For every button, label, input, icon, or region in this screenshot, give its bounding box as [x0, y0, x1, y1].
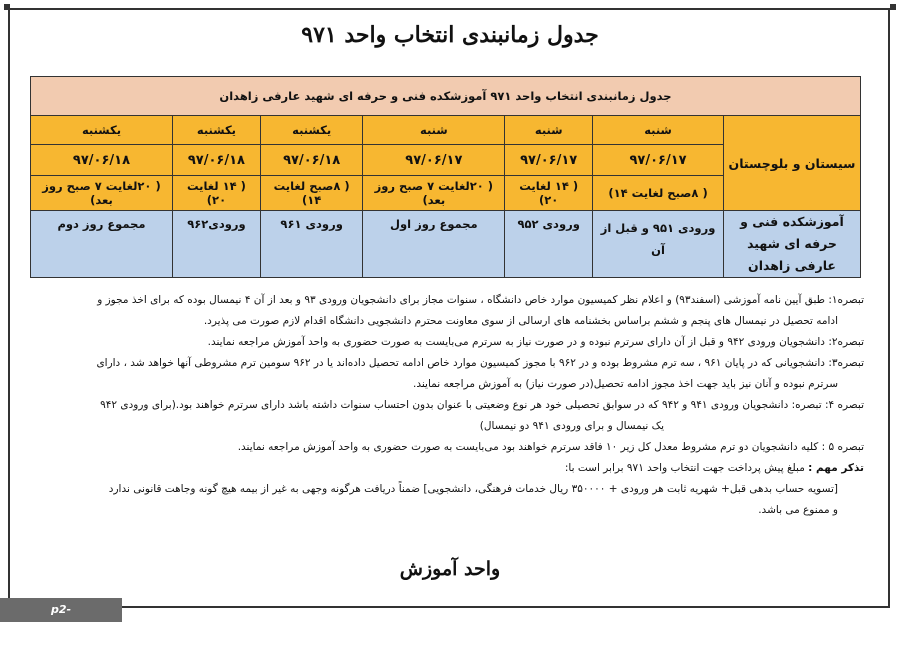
notes-section: [34, 290, 864, 521]
date-cell: ۹۷/۰۶/۱۷: [505, 145, 593, 176]
day-cell: یکشنبه: [260, 116, 362, 145]
corner-mark: [4, 4, 10, 10]
entry-cell: مجموع روز اول: [363, 211, 505, 278]
table-header: جدول زمانبندی انتخاب واحد ۹۷۱ آموزشکده فنی و حرفه ای شهید عارفی زاهدان: [31, 77, 861, 116]
time-cell: ( ۲۰لغایت ۷ صبح روز بعد): [31, 176, 173, 211]
entry-cell: ورودی ۹۶۱: [260, 211, 362, 278]
site-watermark: p2-zahedan.tvu.ac.ir: [0, 598, 122, 622]
date-cell: ۹۷/۰۶/۱۸: [260, 145, 362, 176]
entry-cell: ورودی ۹۵۱ و قبل از آن: [593, 211, 724, 278]
schedule-table: [30, 76, 861, 278]
footer-title: واحد آموزش: [399, 558, 501, 580]
time-cell: ( ۸صبح لغایت ۱۴): [593, 176, 724, 211]
region-cell: سیستان و بلوچستان: [724, 116, 861, 211]
entry-cell: ورودی۹۶۲: [172, 211, 260, 278]
date-cell: ۹۷/۰۶/۱۷: [363, 145, 505, 176]
date-cell: ۹۷/۰۶/۱۸: [172, 145, 260, 176]
note-2: تبصره۲: دانشجویان ورودی ۹۴۲ و قبل از آن دارای سرترم نبوده و در صورت نیاز به سرترم می‌بایست به صورت حضوری به واحد آموزش مراجعه نمایند.: [207, 336, 864, 348]
note-1: تبصره۱: طبق آیین نامه آموزشی (اسفند۹۳) و اعلام نظر کمیسیون موارد خاص دانشگاه ، سنوات مجاز برای دانشجویان ورودی ۹۳ و بعد از آن ۴ نیمسال بوده که برای اخذ مجوز و: [97, 294, 864, 306]
note-1-cont: ادامه تحصیل در نیمسال های پنجم و ششم براساس بخشنامه های ارسالی از سوی معاونت محترم دانشجویی دانشگاه اقدام لازم صورت می پذیرد.: [203, 315, 838, 327]
entry-cell: ورودی ۹۵۲: [505, 211, 593, 278]
school-cell: آموزشکده فنی و حرفه ای شهید عارفی زاهدان: [724, 211, 861, 278]
time-cell: ( ۱۴ لغایت ۲۰): [505, 176, 593, 211]
corner-mark: [890, 4, 896, 10]
date-cell: ۹۷/۰۶/۱۸: [31, 145, 173, 176]
day-cell: شنبه: [593, 116, 724, 145]
day-cell: شنبه: [363, 116, 505, 145]
reminder: [34, 458, 864, 479]
reminder-label: تذکر مهم :: [808, 462, 864, 474]
reminder-text: مبلغ پیش پرداخت جهت انتخاب واحد ۹۷۱ برابر است با:: [564, 462, 805, 474]
date-cell: ۹۷/۰۶/۱۷: [593, 145, 724, 176]
day-cell: یکشنبه: [31, 116, 173, 145]
note-4-cont: یک نیمسال و برای ورودی ۹۴۱ دو نیمسال): [479, 420, 664, 432]
time-cell: ( ۸صبح لغایت ۱۴): [260, 176, 362, 211]
day-cell: یکشنبه: [172, 116, 260, 145]
note-5: تبصره ۵ : کلیه دانشجویان دو ترم مشروط معدل کل زیر ۱۰ فاقد سرترم خواهند بود می‌بایست به صورت حضوری به واحد آموزش مراجعه نمایند.: [237, 441, 864, 453]
payment-line: [تسویه حساب بدهی قبل+ شهریه ثابت هر ورودی + ۳۵۰۰۰۰ ریال خدمات فرهنگی، دانشجویی] ضمناً دریافت هرگونه وجهی به غیر از بیمه هیچ گونه وجاهت قانونی ندارد: [108, 483, 838, 495]
note-3-cont: سرترم نبوده و آنان نیز باید جهت اخذ مجوز ادامه تحصیل(در صورت نیاز) به آموزش مراجعه نمایند.: [413, 378, 838, 390]
time-cell: ( ۱۴ لغایت ۲۰): [172, 176, 260, 211]
payment-line-cont: و ممنوع می باشد.: [758, 504, 838, 516]
entry-cell: مجموع روز دوم: [31, 211, 173, 278]
note-3: تبصره۳: دانشجویانی که در پایان ۹۶۱ ، سه ترم مشروط بوده و در ۹۶۲ با مجوز کمیسیون موارد خاص ادامه تحصیل داده‌اند یا در ۹۶۲ سومین ترم مشروطی آنها خواهد شد ، دارای: [96, 357, 864, 369]
time-cell: ( ۲۰لغایت ۷ صبح روز بعد): [363, 176, 505, 211]
day-cell: شنبه: [505, 116, 593, 145]
page-title: جدول زمانبندی انتخاب واحد ۹۷۱: [301, 22, 599, 48]
note-4: تبصره ۴: تبصره: دانشجویان ورودی ۹۴۱ و ۹۴۲ که در سوابق تحصیلی خود هر نوع وضعیتی با عنوان بدون احتساب سنوات داشته باشد دارای سرترم خواهند بود.(برای ورودی ۹۴۲: [100, 399, 864, 411]
